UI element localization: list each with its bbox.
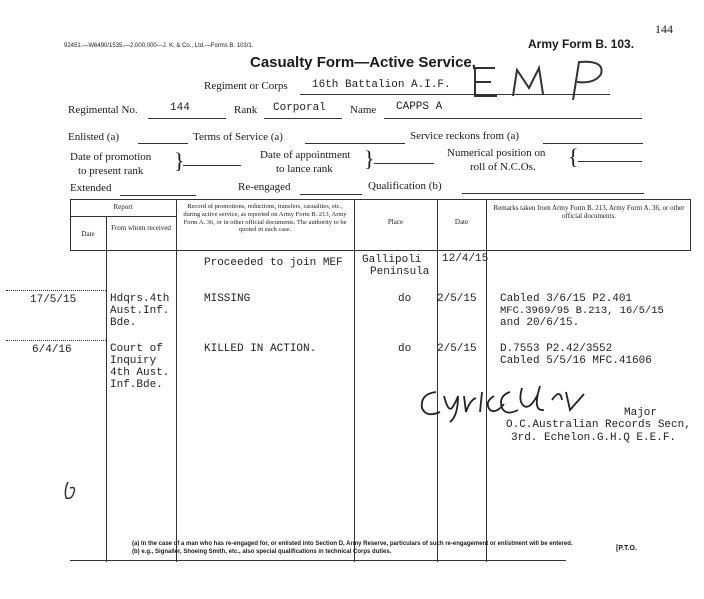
row3-from-line4: Inf.Bde. [110, 379, 163, 391]
row3-report-date: 6/4/16 [32, 344, 72, 356]
row2-remarks-line2: MFC.3969/95 B.213, 16/5/15 [500, 305, 664, 317]
signature-line-1: O.C.Australian Records Secn, [506, 419, 691, 431]
row2-from-line3: Bde. [110, 317, 137, 329]
row3-from-line3: 4th Aust. [110, 367, 170, 379]
row2-remarks-line3: and 20/6/15. [500, 317, 580, 329]
row3-place: do [398, 343, 412, 355]
header-record: Record of promotions, reductions, transfers, casualties, etc., during active service, as reported on Army Form B. 213, Army Form A. 36, or in other official documents. The authority to be quoted in each case. [183, 203, 347, 234]
header-place: Place [387, 218, 404, 226]
row3-remarks-line1: D.7553 P2.42/3552 [500, 343, 613, 355]
army-form-label: Army Form B. 103. [528, 37, 635, 51]
extended-label: Extended [70, 182, 112, 194]
handwritten-emp-mark [465, 56, 635, 102]
footnote-a: (a) In the case of a man who has re-engaged for, or enlisted into Section D, Army Reserve, particulars of such re-engagement or enlistment will be entered. [132, 541, 573, 547]
row2-from-line2: Aust.Inf. [110, 305, 170, 317]
row3-from-line1: Court of [110, 343, 163, 355]
regimental-no-label: Regimental No. [68, 104, 138, 116]
page-number: 144 [655, 22, 673, 36]
service-reckons-label: Service reckons from (a) [410, 130, 520, 142]
row2-report-date: 17/5/15 [30, 294, 77, 306]
row3-date: 2/5/15 [437, 343, 477, 355]
qualification-label: Qualification (b) [368, 180, 442, 192]
numerical-position-label-2: roll of N.C.Os. [470, 161, 536, 173]
rank-label: Rank [234, 104, 258, 116]
regiment-value: 16th Battalion A.I.F. [312, 79, 451, 91]
form-title: Casualty Form—Active Service. [250, 54, 476, 71]
regimental-no-value: 144 [170, 102, 190, 114]
header-from-whom: From whom received [111, 224, 171, 232]
header-report-date: Date [81, 230, 95, 238]
footnote-b: (b) e.g., Signaller, Shoeing Smith, etc., also special qualifications in technical Corps duties. [132, 549, 392, 555]
signature-rank: Major [624, 407, 658, 419]
terms-of-service-label: Terms of Service (a) [193, 131, 283, 143]
print-info: 92451.—W6490/1535.—2,000,000—J. K. & Co., Ltd.—Forms B. 103/1. [64, 43, 254, 49]
row3-remarks-line2: Cabled 5/5/16 MFC.41606 [500, 355, 652, 367]
header-remarks: Remarks taken from Army Form B. 213, Army Form A. 36, or other official documents. [493, 204, 685, 221]
numerical-position-label-1: Numerical position on [447, 147, 546, 159]
pencil-mark [62, 478, 80, 502]
header-date: Date [454, 218, 469, 226]
row1-date: 12/4/15 [442, 253, 489, 265]
row2-remarks-line1: Cabled 3/6/15 P2.401 [500, 293, 633, 305]
row2-from-line1: Hdqrs.4th [110, 293, 170, 305]
name-label: Name [350, 104, 377, 116]
row3-record: KILLED IN ACTION. [204, 343, 317, 355]
signature-line-2: 3rd. Echelon.G.H.Q E.E.F. [511, 432, 677, 444]
pto-label: [P.T.O. [616, 545, 637, 552]
header-report: Report [113, 203, 133, 211]
row1-record: Proceeded to join MEF [204, 257, 343, 269]
promotion-label-2: to present rank [78, 165, 144, 177]
row2-place: do [398, 293, 412, 305]
appointment-label-1: Date of appointment [260, 149, 351, 161]
row2-record: MISSING [204, 293, 251, 305]
enlisted-label: Enlisted (a) [68, 131, 120, 143]
appointment-label-2: to lance rank [276, 163, 333, 175]
promotion-label-1: Date of promotion [70, 151, 152, 163]
name-value: CAPPS A [396, 101, 443, 113]
row2-date: 2/5/15 [437, 293, 477, 305]
regiment-label: Regiment or Corps [204, 80, 288, 92]
row1-place-line2: Peninsula [370, 266, 430, 278]
rank-value: Corporal [273, 102, 326, 114]
row1-place-line1: Gallipoli [362, 254, 422, 266]
re-engaged-label: Re-engaged [238, 181, 291, 193]
row3-from-line2: Inquiry [110, 355, 157, 367]
